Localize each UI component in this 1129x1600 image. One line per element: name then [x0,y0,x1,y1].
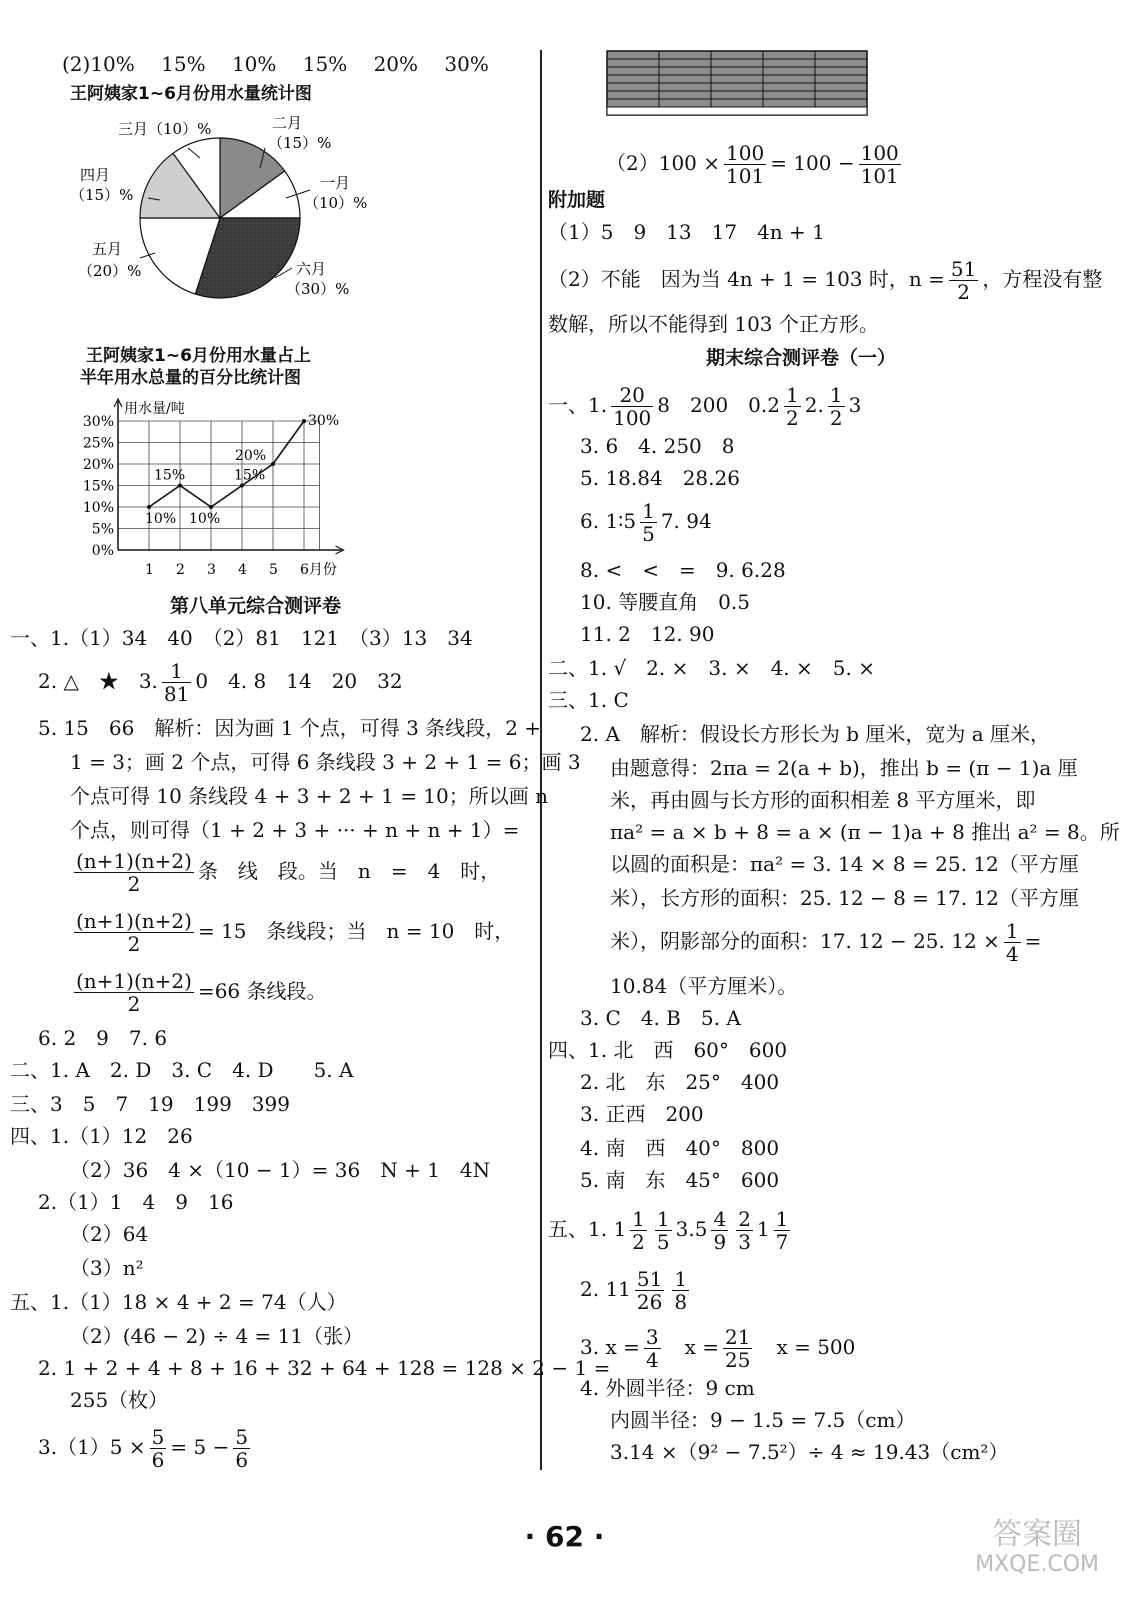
pie-label-feb: 二月 [272,114,303,132]
fraction: $\frac{4}{9}$ [713,1207,727,1254]
fraction: $\frac{2}{3}$ [738,1207,751,1254]
answer-line: 1 = 3；画 2 个点，可得 6 条线段 3 + 2 + 1 = 6；画 3 [70,750,581,774]
fraction: $\frac{51}{26}$ [636,1267,663,1314]
fraction: $\frac{51}{2}$ [950,257,977,304]
fraction: $\frac{1}{2}$ [632,1207,645,1254]
answer-line: 3.14 ×（9² − 7.5²）÷ 4 ≈ 19.43（cm²） [610,1440,1009,1464]
fraction: $\frac{1}{2}$ [829,383,843,430]
pie-label-mar: 三月（10）% [118,120,212,138]
answer-line: 二、1. A 2. D 3. C 4. D 5. A [10,1058,354,1082]
data-label: 10% [145,511,177,527]
answer-line: （2）100 × $\frac{100}{101}$ = 100 − $\frac{100}{101}$ [606,141,899,188]
answer-line: 5. 南 东 45° 600 [580,1168,780,1192]
answer-line: 数解，所以不能得到 103 个正方形。 [548,312,879,336]
answer-line: 10.84（平方厘米）。 [610,974,798,998]
data-label: 20% [235,448,267,464]
answer-line: 2. 1 + 2 + 4 + 8 + 16 + 32 + 64 + 128 = 128 × 2 − 1 = [38,1356,611,1380]
answer-line: 2. 11 $\frac{51}{26}$ $\frac{1}{8}$ [580,1267,688,1314]
x-tick-label: 1 [145,562,154,578]
answer-line: （2）不能 因为当 4n + 1 = 103 时，n = $\frac{51}{2}$ ，方程没有整 [548,257,1103,304]
answer-line: πa² = a × b + 8 = a × (π − 1)a + 8 推出 a² = 8。所 [610,820,1120,844]
data-point [302,419,306,423]
answer-line: （2）36 4 ×（10 − 1）= 36 N + 1 4N [70,1158,491,1182]
data-point [147,505,151,509]
fraction: $\frac{1}{8}$ [674,1267,688,1314]
x-tick-label: 2 [176,562,185,578]
data-label: 10% [189,511,221,527]
answer-line: 3. 6 4. 250 8 [580,434,735,458]
data-label: 15% [234,467,266,484]
fraction: $\frac{1}{7}$ [775,1207,789,1254]
answer-line: $\frac{(n+1)(n+2)}{2}$ =66 条线段。 [76,969,327,1016]
watermark: 答案圈 MXQE.COM [975,1517,1099,1577]
data-point [240,484,244,488]
answer-line: 6. 2 9 7. 6 [38,1026,168,1050]
unit-8-title: 第八单元综合测评卷 [170,595,342,617]
fraction: $\frac{1}{5}$ [642,499,655,546]
line-chart-title-2: 半年用水总量的百分比统计图 [80,368,301,388]
pie-chart [60,108,380,308]
answer-line: 米），长方形的面积：25. 12 − 8 = 17. 12（平方厘 [610,886,1079,910]
fraction: $\frac{5}{6}$ [151,1425,165,1472]
fraction: $\frac{1}{4}$ [1005,919,1019,966]
fraction: $\frac{1}{5}$ [656,1207,670,1254]
answer-line: 5. 18.84 28.26 [580,466,740,490]
answer-line: 8. < < = 9. 6.28 [580,558,786,582]
answer-line: $\frac{(n+1)(n+2)}{2}$ 条 线 段。当 n = 4 时， [76,849,501,896]
fraction: $\frac{5}{6}$ [235,1425,249,1472]
fraction: $\frac{100}{101}$ [860,141,899,188]
answer-line: 五、1.（1）18 × 4 + 2 = 74（人） [10,1290,347,1314]
pie-label-jan-pct: （10）% [304,194,368,212]
y-axis-label: 用水量/吨 [124,401,185,417]
x-tick-label: 5 [269,562,278,578]
y-tick-label: 20% [82,457,114,473]
answer-line: 五、1. 1 $\frac{1}{2}$ $\frac{1}{5}$ 3.5 $\frac{4}{9}$ $\frac{2}{3}$ 1 $\frac{1}{7}$ [548,1207,789,1254]
line-chart-title-1: 王阿姨家1~6月份用水量占上 [86,346,311,366]
line-chart [70,392,370,592]
y-tick-label: 0% [91,543,114,559]
data-point [178,484,182,488]
page-number: · 62 · [524,1520,605,1553]
answer-line: 2. △ ★ 3. $\frac{1}{81}$ 0 4. 8 14 20 32 [38,659,403,706]
answer-line: 个点可得 10 条线段 4 + 3 + 2 + 1 = 10；所以画 n [70,784,548,808]
answer-line: 11. 2 12. 90 [580,622,715,646]
fraction: $\frac{100}{101}$ [726,141,765,188]
answer-line: 2. 北 东 25° 400 [580,1070,780,1094]
data-point [271,462,275,466]
answer-line: $\frac{(n+1)(n+2)}{2}$ = 15 条线段；当 n = 10 时， [76,909,515,956]
fraction: $\frac{21}{25}$ [724,1325,751,1372]
answer-line: 3. x = $\frac{3}{4}$ x = $\frac{21}{25}$ x = 500 [580,1325,856,1372]
x-tick-label: 4 [238,562,247,578]
fraction: $\frac{3}{4}$ [645,1325,659,1372]
pie-label-feb-pct: （15）% [268,134,332,152]
y-tick-label: 10% [82,500,114,516]
fraction: $\frac{1}{2}$ [786,383,799,430]
y-tick-label: 5% [91,521,114,538]
answer-line: （2）64 [70,1222,149,1246]
fraction: $\frac{(n+1)(n+2)}{2}$ [76,969,192,1016]
final-exam-title: 期末综合测评卷（一） [706,347,897,369]
pie-label-apr-pct: （15）% [70,186,134,204]
y-tick-label: 25% [82,435,114,452]
answer-line: 3. 正西 200 [580,1102,704,1126]
answer-line: 以圆的面积是：πa² = 3. 14 × 8 = 25. 12（平方厘 [610,852,1079,876]
pie-label-apr: 四月 [80,166,111,184]
answer-line: 3.（1）5 × $\frac{5}{6}$ = 5 − $\frac{5}{6}$ [38,1425,249,1472]
answer-line: 5. 15 66 解析：因为画 1 个点，可得 3 条线段，2 + [38,716,542,740]
answer-line: 米），阴影部分的面积：17. 12 − 25. 12 × $\frac{1}{4}$ = [610,919,1042,966]
answer-line: （2）(46 − 2) ÷ 4 = 11（张） [70,1324,364,1348]
answer-line: 10. 等腰直角 0.5 [580,590,750,614]
fraction: $\frac{20}{100}$ [613,383,652,430]
extra-questions-title: 附加题 [548,189,606,211]
pie-label-may: 五月 [92,240,123,258]
fraction: $\frac{1}{81}$ [163,659,190,706]
data-point [209,505,213,509]
answer-line: 个点，则可得（1 + 2 + 3 + ··· + n + n + 1）= [70,818,520,842]
x-tick-label: 6月份 [300,562,337,578]
answer-line: （1）5 9 13 17 4n + 1 [548,220,825,244]
answer-line: 四、1.（1）12 26 [10,1124,193,1148]
pie-label-jun: 六月 [296,260,327,278]
answer-line: 6. 1∶5 $\frac{1}{5}$ 7. 94 [580,499,712,546]
fraction: $\frac{(n+1)(n+2)}{2}$ [76,909,192,956]
answer-line: 三、3 5 7 19 199 399 [10,1092,290,1116]
data-label: 15% [154,467,186,484]
answer-line: 一、1. $\frac{20}{100}$ 8 200 0.2 $\frac{1}{2}$ 2. $\frac{1}{2}$ 3 [548,383,862,430]
fraction: $\frac{(n+1)(n+2)}{2}$ [76,849,192,896]
answer-line: 4. 外圆半径：9 cm [580,1376,755,1400]
answer-line: 由题意得：2πa = 2(a + b)，推出 b = (π − 1)a 厘 [610,756,1078,780]
answer-line: 2. A 解析：假设长方形长为 b 厘米，宽为 a 厘米， [580,722,1051,746]
percent-answers: (2)10% 15% 10% 15% 20% 30% [62,52,489,76]
x-tick-label: 3 [207,562,216,578]
striped-rectangle-figure [606,50,868,116]
answer-line: 米，再由圆与长方形的面积相差 8 平方厘米，即 [610,788,1036,812]
answer-line: 2.（1）1 4 9 16 [38,1190,234,1214]
y-tick-label: 15% [82,478,114,495]
pie-label-jan: 一月 [320,174,351,192]
data-label: 30% [308,413,340,429]
answer-line: 一、1.（1）34 40 （2）81 121 （3）13 34 [10,626,473,650]
pie-chart-title: 王阿姨家1~6月份用水量统计图 [70,84,312,104]
pie-label-jun-pct: （30）% [286,280,350,298]
answer-line: 四、1. 北 西 60° 600 [548,1038,788,1062]
pie-label-may-pct: （20）% [78,262,142,280]
y-tick-label: 30% [82,414,114,430]
answer-line: （3）n² [70,1256,144,1280]
answer-line: 三、1. C [548,688,629,712]
answer-line: 内圆半径：9 − 1.5 = 7.5（cm） [610,1408,916,1432]
answer-line: 二、1. √ 2. × 3. × 4. × 5. × [548,656,875,680]
answer-line: 4. 南 西 40° 800 [580,1136,780,1160]
answer-line: 255（枚） [70,1388,169,1412]
answer-line: 3. C 4. B 5. A [580,1006,741,1030]
